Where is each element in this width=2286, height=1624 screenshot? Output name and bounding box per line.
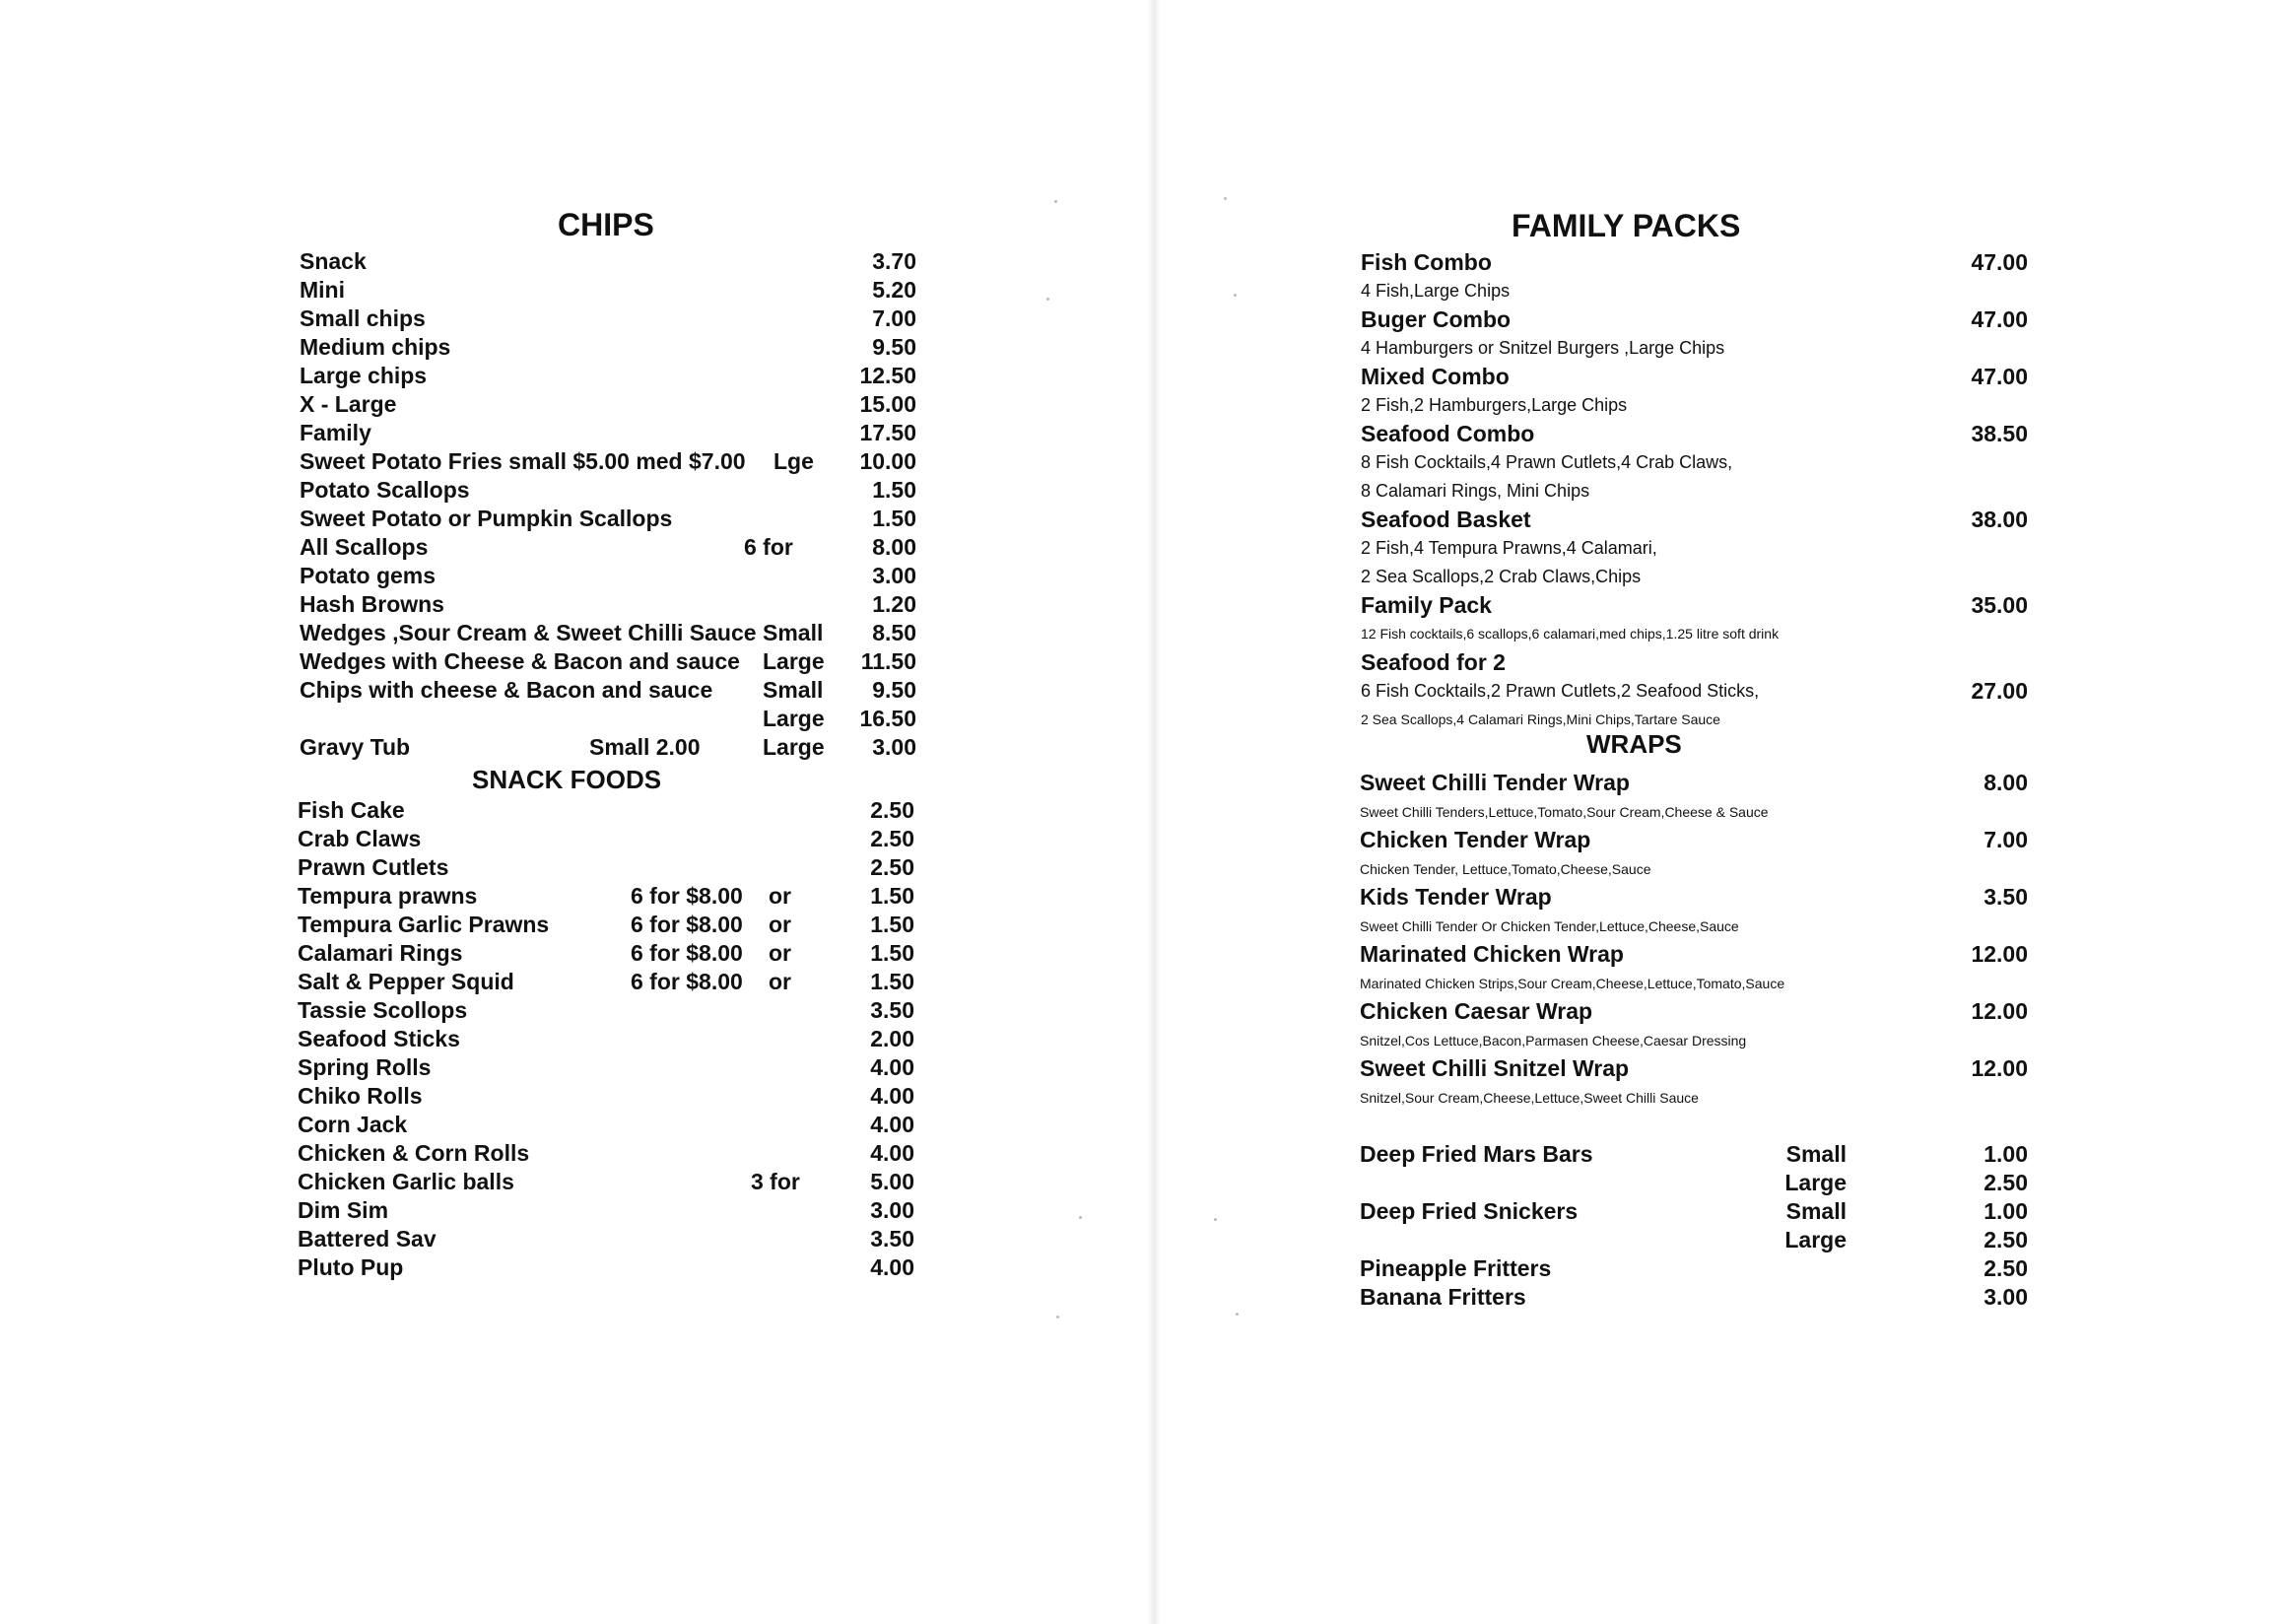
pack-price: 38.00	[1971, 507, 2028, 532]
pack-description: 2 Fish,4 Tempura Prawns,4 Calamari,	[1361, 538, 1657, 558]
menu-item-name: Wedges with Cheese & Bacon and sauce	[300, 648, 740, 674]
dessert-name: Deep Fried Snickers	[1360, 1198, 1579, 1224]
menu-item-name: Chicken Garlic balls	[298, 1169, 514, 1194]
menu-item-price: 1.50	[870, 940, 914, 966]
dessert-size: Small	[1785, 1198, 1847, 1224]
menu-item-name: Mini	[300, 277, 345, 303]
menu-item-or: or	[769, 883, 791, 909]
menu-item-price: 3.00	[872, 563, 916, 588]
dessert-name: Banana Fritters	[1360, 1284, 1526, 1310]
dessert-name: Deep Fried Mars Bars	[1360, 1141, 1593, 1167]
menu-item-name: Wedges ,Sour Cream & Sweet Chilli Sauce	[300, 620, 757, 645]
menu-item-name: Sweet Potato or Pumpkin Scallops	[300, 506, 673, 531]
pack-name: Mixed Combo	[1361, 364, 1510, 389]
menu-item-price: 11.50	[860, 648, 916, 674]
menu-item-name: Battered Sav	[298, 1226, 437, 1252]
menu-item-price: 8.50	[872, 620, 916, 645]
scan-speck	[1214, 1218, 1217, 1221]
menu-item-note: Large	[763, 648, 825, 674]
menu-item-price: 3.00	[870, 1197, 914, 1223]
menu-item-name: X - Large	[300, 391, 397, 417]
menu-item-price: 15.00	[859, 391, 916, 417]
menu-item-name: Gravy Tub	[300, 734, 411, 760]
menu-item-name: Chicken & Corn Rolls	[298, 1140, 530, 1166]
menu-item-name: Family	[300, 420, 371, 445]
scan-speck	[1046, 298, 1049, 301]
dessert-price: 2.50	[1983, 1227, 2028, 1252]
menu-item-name: Tassie Scollops	[298, 997, 468, 1023]
pack-description: 4 Fish,Large Chips	[1361, 281, 1511, 301]
pack-name: Seafood for 2	[1361, 649, 1506, 675]
menu-item-name: Potato gems	[300, 563, 437, 588]
menu-item-price: 3.50	[870, 1226, 914, 1252]
menu-item-name: Large chips	[300, 363, 428, 388]
menu-item-price: 1.50	[870, 883, 914, 909]
scan-speck	[1056, 1316, 1059, 1319]
dessert-price: 2.50	[1983, 1170, 2028, 1195]
scan-speck	[1236, 1313, 1239, 1316]
menu-item-price: 1.50	[872, 477, 916, 503]
pack-description: 2 Fish,2 Hamburgers,Large Chips	[1361, 395, 1628, 415]
family-packs-heading: FAMILY PACKS	[1512, 208, 1741, 243]
scan-speck	[1054, 200, 1057, 203]
menu-item-name: Chips with cheese & Bacon and sauce	[300, 677, 713, 703]
menu-item-name: Fish Cake	[298, 797, 405, 823]
dessert-price: 1.00	[1983, 1198, 2028, 1224]
menu-item-name: Corn Jack	[298, 1112, 408, 1137]
menu-item-price: 4.00	[870, 1140, 914, 1166]
menu-item-name: Small chips	[300, 305, 426, 331]
menu-item-price: 3.00	[872, 734, 916, 760]
menu-item-name: Salt & Pepper Squid	[298, 969, 514, 994]
pack-name: Seafood Combo	[1361, 421, 1535, 446]
wrap-name: Sweet Chilli Tender Wrap	[1360, 770, 1630, 795]
wrap-description: Chicken Tender, Lettuce,Tomato,Cheese,Sauce	[1360, 861, 1651, 877]
menu-item-name: Spring Rolls	[298, 1054, 432, 1080]
pack-name: Fish Combo	[1361, 249, 1492, 275]
chips-heading: CHIPS	[558, 207, 654, 242]
menu-item-price: 4.00	[870, 1112, 914, 1137]
pack-name: Seafood Basket	[1361, 507, 1531, 532]
menu-item-name: Tempura Garlic Prawns	[298, 912, 550, 937]
wrap-price: 7.00	[1983, 827, 2028, 852]
menu-item-name: Medium chips	[300, 334, 451, 360]
menu-item-price: 8.00	[872, 534, 916, 560]
menu-item-name: Potato Scallops	[300, 477, 470, 503]
pack-description: 4 Hamburgers or Snitzel Burgers ,Large Chips	[1361, 338, 1725, 358]
menu-item-name: Snack	[300, 248, 367, 274]
wrap-name: Kids Tender Wrap	[1360, 884, 1552, 910]
menu-item-name: Dim Sim	[298, 1197, 389, 1223]
menu-item-name: All Scallops	[300, 534, 429, 560]
scan-speck	[1224, 197, 1227, 200]
menu-item-price: 4.00	[870, 1254, 914, 1280]
pack-description: 2 Sea Scallops,2 Crab Claws,Chips	[1361, 567, 1642, 586]
pack-price: 38.50	[1971, 421, 2028, 446]
menu-item-or: or	[769, 969, 791, 994]
menu-item-price: 5.00	[870, 1169, 914, 1194]
menu-item-price: 12.50	[859, 363, 916, 388]
menu-item-size-option: Small 2.00	[589, 734, 701, 760]
pack-name: Family Pack	[1361, 592, 1492, 618]
menu-item-price: 3.70	[872, 248, 916, 274]
menu-item-name: Pluto Pup	[298, 1254, 404, 1280]
menu-item-price: 1.50	[870, 969, 914, 994]
scan-speck	[1079, 1216, 1082, 1219]
menu-item-deal: 6 for $8.00	[631, 883, 743, 909]
menu-item-note: Lge	[773, 448, 814, 474]
wrap-price: 12.00	[1971, 1055, 2028, 1081]
wrap-price: 8.00	[1983, 770, 2028, 795]
menu-item-name: Hash Browns	[300, 591, 444, 617]
dessert-price: 1.00	[1983, 1141, 2028, 1167]
menu-item-price: 17.50	[859, 420, 916, 445]
menu-item-price: 4.00	[870, 1054, 914, 1080]
menu-item-price: 4.00	[870, 1083, 914, 1109]
pack-description: 8 Fish Cocktails,4 Prawn Cutlets,4 Crab Claws,	[1361, 452, 1733, 472]
menu-item-note: Large	[763, 706, 825, 731]
pack-description: 2 Sea Scallops,4 Calamari Rings,Mini Chips,Tartare Sauce	[1361, 711, 1720, 727]
pack-description: 12 Fish cocktails,6 scallops,6 calamari,med chips,1.25 litre soft drink	[1361, 626, 1780, 642]
wrap-description: Marinated Chicken Strips,Sour Cream,Cheese,Lettuce,Tomato,Sauce	[1360, 976, 1785, 991]
dessert-price: 2.50	[1983, 1255, 2028, 1281]
menu-item-deal: 6 for $8.00	[631, 912, 743, 937]
menu-item-price: 16.50	[859, 706, 916, 731]
right-page	[1153, 0, 2286, 1624]
menu-item-name: Chiko Rolls	[298, 1083, 423, 1109]
menu-item-price: 1.50	[870, 912, 914, 937]
menu-item-price: 1.20	[872, 591, 916, 617]
menu-item-name: Calamari Rings	[298, 940, 463, 966]
dessert-price: 3.00	[1983, 1284, 2028, 1310]
menu-item-name: Seafood Sticks	[298, 1026, 460, 1051]
dessert-size: Small	[1785, 1141, 1847, 1167]
menu-item-or: or	[769, 940, 791, 966]
menu-item-note: Small	[763, 677, 824, 703]
menu-item-note: Large	[763, 734, 825, 760]
wrap-description: Snitzel,Sour Cream,Cheese,Lettuce,Sweet Chilli Sauce	[1360, 1090, 1699, 1106]
wrap-price: 3.50	[1983, 884, 2028, 910]
pack-name: Buger Combo	[1361, 306, 1512, 332]
menu-item-price: 2.50	[870, 854, 914, 880]
snack-foods-heading: SNACK FOODS	[472, 765, 662, 794]
dessert-name: Pineapple Fritters	[1360, 1255, 1552, 1281]
wrap-description: Sweet Chilli Tenders,Lettuce,Tomato,Sour Cream,Cheese & Sauce	[1360, 804, 1769, 820]
pack-price: 47.00	[1971, 306, 2028, 332]
menu-item-note: 3 for	[751, 1169, 800, 1194]
menu-item-price: 10.00	[859, 448, 916, 474]
dessert-size: Large	[1784, 1227, 1847, 1252]
pack-price: 27.00	[1971, 678, 2028, 704]
menu-item-price: 9.50	[872, 677, 916, 703]
pack-price: 47.00	[1971, 364, 2028, 389]
menu-item-deal: 6 for $8.00	[631, 969, 743, 994]
wrap-name: Marinated Chicken Wrap	[1360, 941, 1624, 967]
menu-item-deal: 6 for $8.00	[631, 940, 743, 966]
wrap-description: Sweet Chilli Tender Or Chicken Tender,Lettuce,Cheese,Sauce	[1360, 918, 1739, 934]
wrap-description: Snitzel,Cos Lettuce,Bacon,Parmasen Cheese,Caesar Dressing	[1360, 1033, 1747, 1049]
menu-item-price: 3.50	[870, 997, 914, 1023]
menu-item-price: 2.00	[870, 1026, 914, 1051]
pack-description: 8 Calamari Rings, Mini Chips	[1361, 481, 1590, 501]
menu-item-price: 5.20	[872, 277, 916, 303]
menu-item-note: Small	[763, 620, 824, 645]
menu-item-name: Tempura prawns	[298, 883, 478, 909]
pack-description: 6 Fish Cocktails,2 Prawn Cutlets,2 Seafood Sticks,	[1361, 681, 1760, 701]
menu-item-name: Sweet Potato Fries small $5.00 med $7.00	[300, 448, 746, 474]
menu-item-or: or	[769, 912, 791, 937]
menu-item-price: 2.50	[870, 797, 914, 823]
wrap-name: Chicken Tender Wrap	[1360, 827, 1591, 852]
wrap-name: Sweet Chilli Snitzel Wrap	[1360, 1055, 1630, 1081]
scan-speck	[1234, 294, 1237, 297]
wraps-heading: WRAPS	[1586, 729, 1682, 759]
menu-item-name: Crab Claws	[298, 826, 422, 851]
menu-item-name: Prawn Cutlets	[298, 854, 449, 880]
menu-item-price: 1.50	[872, 506, 916, 531]
wrap-name: Chicken Caesar Wrap	[1360, 998, 1593, 1024]
menu-item-price: 9.50	[872, 334, 916, 360]
pack-price: 47.00	[1971, 249, 2028, 275]
wrap-price: 12.00	[1971, 998, 2028, 1024]
menu-item-note: 6 for	[744, 534, 793, 560]
pack-price: 35.00	[1971, 592, 2028, 618]
wrap-price: 12.00	[1971, 941, 2028, 967]
menu-item-price: 2.50	[870, 826, 914, 851]
dessert-size: Large	[1784, 1170, 1847, 1195]
menu-item-price: 7.00	[872, 305, 916, 331]
